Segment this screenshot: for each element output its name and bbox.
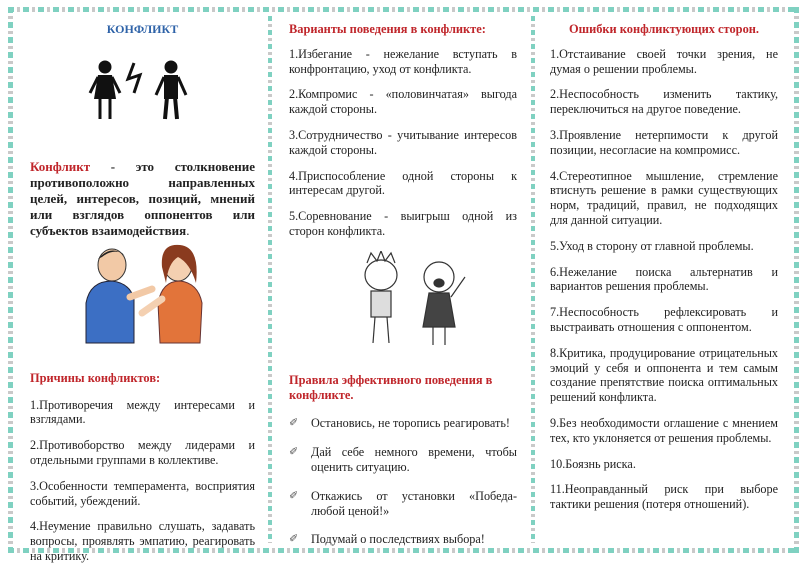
mistake-item: 1.Отстаивание своей точки зрения, не думая о решении проблемы. bbox=[550, 46, 778, 76]
definition-term: Конфликт bbox=[30, 158, 91, 174]
cause-item: 3.Особенности темперамента, восприятия событий, убеждений. bbox=[30, 478, 255, 508]
pencil-arrow-icon: ✐ bbox=[289, 445, 299, 459]
cause-item: 2.Противоборство между лидерами и отдельными группами в коллективе. bbox=[30, 438, 255, 467]
column-behavior bbox=[289, 18, 517, 561]
behavior-item: 2.Компромис - «половинчатая» выгода каждой стороны. bbox=[289, 87, 517, 117]
rule-text: Дай себе немного времени, чтобы оценить ситуацию. bbox=[311, 445, 517, 474]
column-mistakes bbox=[550, 18, 778, 523]
mistake-item: 10.Боязнь риска. bbox=[550, 456, 636, 471]
rule-text: Остановись, не торопись реагировать! bbox=[311, 416, 510, 431]
mistake-item: 4.Стереотипное мышление, стремление втиснуть решение в рамки существующих норм, традиций, правил, не подходящих для данной ситуации. bbox=[550, 168, 778, 227]
column-conflict bbox=[30, 18, 255, 575]
rule-text: Откажись от установки «Победа-любой ценой!» bbox=[311, 488, 517, 518]
column-divider-2 bbox=[531, 16, 535, 543]
column1-title: КОНФЛИКТ bbox=[106, 22, 179, 36]
rule-item bbox=[289, 445, 517, 475]
border-right bbox=[794, 7, 799, 555]
rule-text: Подумай о последствиях выбора! bbox=[311, 532, 485, 547]
mistake-item: 8.Критика, продуцирование отрицательных эмоций у себя и оппонента и тем самым создание препятствие поиска оптимальных решений конфликта. bbox=[550, 345, 778, 405]
behavior-item: 3.Сотрудничество - учитывание интересов каждой стороны. bbox=[289, 127, 517, 157]
conflict-pictogram-icon bbox=[30, 37, 255, 129]
definition-period: . bbox=[186, 222, 190, 238]
rule-item bbox=[289, 416, 517, 431]
pencil-arrow-icon: ✐ bbox=[289, 532, 299, 546]
mistake-item: 2.Неспособность изменить тактику, переключиться на другое поведение. bbox=[550, 87, 778, 117]
mistake-item: 6.Нежелание поиска альтернатив и вариантов решения проблемы. bbox=[550, 264, 778, 294]
conflict-definition bbox=[30, 159, 255, 239]
behavior-title: Варианты поведения в конфликте: bbox=[289, 22, 486, 36]
mistake-item: 5.Уход в сторону от главной проблемы. bbox=[550, 238, 754, 253]
mistake-item: 3.Проявление нетерпимости к другой позиции, несогласие на компромисс. bbox=[550, 127, 778, 157]
cause-item: 4.Неумение правильно слушать, задавать вопросы, проявлять эмпатию, реагировать на критику. bbox=[30, 519, 255, 563]
border-top bbox=[8, 7, 799, 12]
cause-item: 1.Противоречия между интересами и взглядами. bbox=[30, 397, 255, 427]
arguing-people-illustration bbox=[30, 243, 255, 353]
pencil-arrow-icon: ✐ bbox=[289, 416, 299, 430]
causes-title: Причины конфликтов: bbox=[30, 370, 161, 385]
border-left bbox=[8, 7, 13, 555]
mistake-item: 11.Неоправданный риск при выборе тактики решения (потеря отношений). bbox=[550, 482, 778, 512]
column-divider-1 bbox=[268, 16, 272, 543]
behavior-item: 1.Избегание - нежелание вступать в конфронтацию, уход от конфликта. bbox=[289, 46, 517, 76]
pencil-arrow-icon: ✐ bbox=[289, 488, 299, 502]
mistakes-title: Ошибки конфликтующих сторон. bbox=[568, 22, 760, 36]
definition-text: - это столкновение противоположно направленных целей, интересов, позиций, мнений или взглядов оппонентов или субъектов взаимодействия bbox=[30, 158, 255, 238]
mistake-item: 7.Неспособность рефлексировать и выстраивать отношения с оппонентом. bbox=[550, 305, 778, 334]
behavior-item: 5.Соревнование - выигрыш одной из сторон конфликта. bbox=[289, 209, 517, 238]
rule-item bbox=[289, 489, 517, 519]
rules-title: Правила эффективного поведения в конфликте. bbox=[289, 372, 493, 402]
behavior-item: 4.Приспособление одной стороны к интересам другой. bbox=[289, 168, 517, 198]
mistake-item: 9.Без необходимости оглашение с мнением тех, кто уклоняется от решения проблемы. bbox=[550, 415, 778, 445]
rule-item bbox=[289, 532, 517, 547]
children-arguing-illustration bbox=[289, 251, 517, 351]
